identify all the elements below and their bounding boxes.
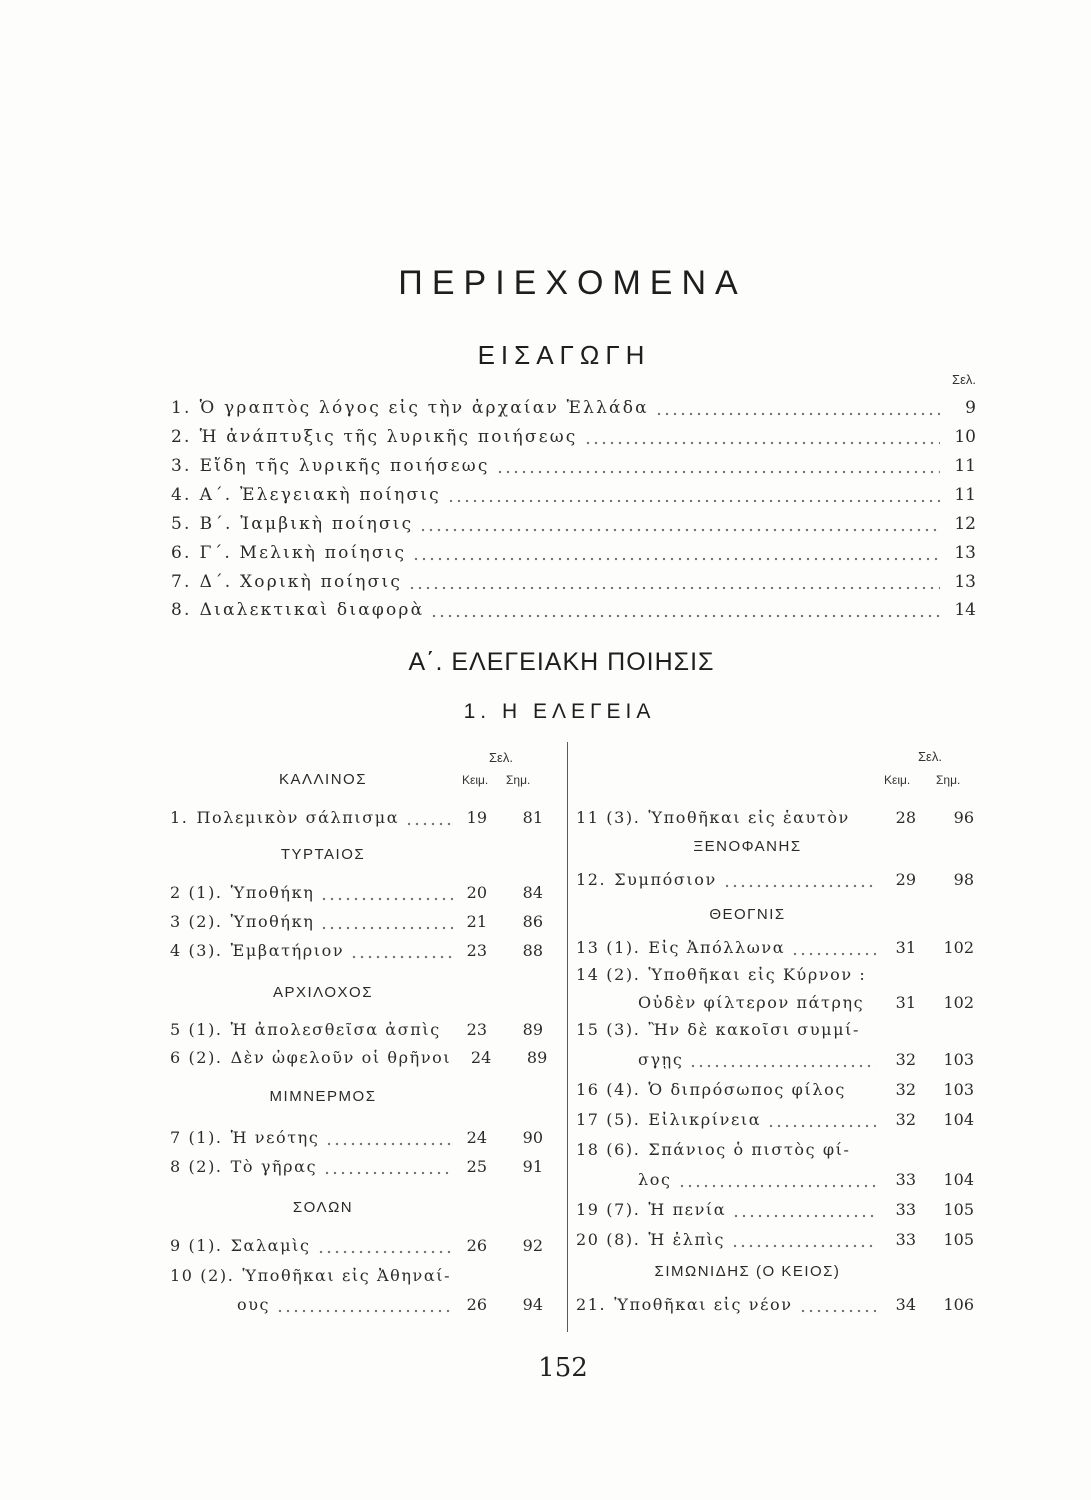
- entry-title: Σπάνιος ὁ πιστὸς φί-: [648, 1140, 851, 1159]
- entry-number: 7.: [171, 572, 192, 592]
- dot-leader: [732, 1197, 876, 1223]
- poem-entry: [170, 880, 543, 906]
- dot-leader: [870, 990, 876, 1016]
- text-page: 33: [895, 1230, 916, 1249]
- poem-entry-continuation: [576, 1047, 974, 1073]
- poem-entry: [170, 1154, 543, 1180]
- dot-leader: [317, 1233, 453, 1259]
- intro-entry: [171, 511, 976, 537]
- entry-number: 9 (1).: [170, 1236, 223, 1255]
- entry-title: Ὁ γραπτὸς λόγος εἰς τὴν ἀρχαίαν Ἑλλάδα: [199, 398, 649, 418]
- poem-entry: [576, 1197, 974, 1223]
- notes-page: 103: [943, 1080, 974, 1099]
- notes-page: 91: [522, 1157, 543, 1176]
- text-page: 33: [895, 1200, 916, 1219]
- entry-title: Δ΄. Χορικὴ ποίησις: [199, 572, 403, 592]
- dot-leader: [767, 1107, 876, 1133]
- entry-number: 4.: [171, 485, 192, 505]
- intro-entry: [171, 453, 976, 479]
- entry-number: 18 (6).: [576, 1140, 641, 1159]
- intro-entry: [171, 540, 976, 566]
- poem-entry-continuation: [576, 1167, 974, 1193]
- dot-leader: [350, 938, 453, 964]
- page-title: ΠΕΡΙΕΧΟΜΕΝΑ: [398, 264, 747, 302]
- entry-title: Ὑποθῆκαι εἰς ἑαυτὸν: [648, 808, 850, 827]
- entry-number: 5 (1).: [170, 1020, 223, 1039]
- poem-entry: [170, 1263, 543, 1289]
- entry-number: 4 (3).: [170, 941, 223, 960]
- text-page: 31: [895, 938, 916, 957]
- entry-number: 14 (2).: [576, 965, 641, 984]
- entry-title: Ὑποθήκη: [230, 883, 315, 902]
- notes-page: 106: [943, 1295, 974, 1314]
- notes-page: 89: [526, 1048, 548, 1067]
- entry-title: Εἰς Ἀπόλλωνα: [648, 938, 786, 957]
- notes-page: 94: [522, 1295, 543, 1314]
- text-page: 29: [895, 870, 916, 889]
- text-page: 26: [466, 1236, 487, 1255]
- entry-number: 5.: [171, 514, 192, 534]
- text-page: 32: [895, 1080, 916, 1099]
- entry-title: Ἐμβατήριον: [230, 941, 345, 960]
- notes-page: 89: [522, 1020, 543, 1039]
- entry-number: 1.: [170, 808, 189, 827]
- entry-number: 3.: [171, 456, 192, 476]
- dot-leader: [419, 511, 940, 537]
- notes-column-label: Σημ.: [506, 773, 531, 787]
- text-column-label: Κειμ.: [884, 773, 911, 787]
- entry-title-continuation: Οὐδὲν φίλτερον πάτρης: [638, 993, 865, 1012]
- dot-leader: [496, 453, 940, 479]
- author-heading: ΣΙΜΩΝΙΔΗΣ (Ο ΚΕΙΟΣ): [654, 1263, 841, 1280]
- entry-number: 2.: [171, 427, 192, 447]
- entry-page: 12: [954, 514, 976, 534]
- entry-page: 9: [965, 398, 976, 418]
- entry-title: Γ΄. Μελικὴ ποίησις: [199, 543, 407, 563]
- author-heading: ΑΡΧΙΛΟΧΟΣ: [273, 984, 373, 1001]
- entry-title-continuation: σγῃς: [638, 1050, 684, 1069]
- notes-page: 88: [522, 941, 543, 960]
- dot-leader: [584, 424, 940, 450]
- intro-entry: [171, 597, 976, 623]
- entry-title: Ἡ ἀνάπτυξις τῆς λυρικῆς ποιήσεως: [199, 427, 578, 447]
- poem-entry-continuation: [576, 990, 974, 1016]
- entry-number: 8 (2).: [170, 1157, 223, 1176]
- dot-leader: [320, 909, 453, 935]
- entry-title: Α΄. Ἐλεγειακὴ ποίησις: [199, 485, 441, 505]
- entry-number: 17 (5).: [576, 1110, 641, 1129]
- text-page: 24: [466, 1128, 487, 1147]
- entry-title: Εἰλικρίνεια: [648, 1110, 762, 1129]
- dot-leader: [447, 482, 940, 508]
- dot-leader: [405, 805, 453, 831]
- entry-title: Σαλαμὶς: [230, 1236, 311, 1255]
- dot-leader: [723, 867, 876, 893]
- text-page: 25: [466, 1157, 487, 1176]
- text-page: 28: [895, 808, 916, 827]
- entry-number: 1.: [171, 398, 192, 418]
- dot-leader: [852, 1077, 876, 1103]
- entry-number: 6.: [171, 543, 192, 563]
- entry-title: Εἴδη τῆς λυρικῆς ποιήσεως: [199, 456, 490, 476]
- notes-page: 90: [522, 1128, 543, 1147]
- dot-leader: [791, 935, 876, 961]
- poem-entry: [576, 1227, 974, 1253]
- entry-number: 19 (7).: [576, 1200, 641, 1219]
- dot-leader: [689, 1047, 876, 1073]
- entry-title: Τὸ γῆρας: [230, 1157, 318, 1176]
- dot-leader: [655, 395, 940, 421]
- entry-title: Ἡ πενία: [648, 1200, 727, 1219]
- notes-column-label: Σημ.: [936, 773, 961, 787]
- poem-entry: [576, 962, 974, 988]
- entry-title: Ὑποθῆκαι εἰς Ἀθηναί-: [242, 1266, 452, 1285]
- entry-title: Ἢν δὲ κακοῖσι συμμί-: [648, 1020, 861, 1039]
- entry-number: 8.: [171, 600, 192, 620]
- poem-entry: [576, 867, 974, 893]
- notes-page: 102: [943, 993, 974, 1012]
- entry-number: 16 (4).: [576, 1080, 641, 1099]
- poem-entry: [576, 805, 974, 831]
- entry-page: 14: [954, 600, 976, 620]
- entry-title-continuation: ους: [237, 1295, 271, 1314]
- entry-number: 13 (1).: [576, 938, 641, 957]
- entry-title: Ἡ νεότης: [230, 1128, 320, 1147]
- page-number: 152: [538, 1353, 588, 1383]
- text-page: 26: [466, 1295, 487, 1314]
- dot-leader: [678, 1167, 876, 1193]
- text-column-label: Κειμ.: [462, 773, 489, 787]
- notes-page: 102: [943, 938, 974, 957]
- page-column-label: Σελ.: [952, 372, 976, 387]
- entry-title: Συμπόσιον: [614, 870, 717, 889]
- notes-page: 103: [943, 1050, 974, 1069]
- intro-entry: [171, 424, 976, 450]
- notes-page: 96: [953, 808, 974, 827]
- poem-entry: [170, 1017, 543, 1043]
- dot-leader: [430, 597, 940, 623]
- dot-leader: [731, 1227, 876, 1253]
- entry-title: Ὑποθῆκαι εἰς νέον: [614, 1295, 793, 1314]
- notes-page: 105: [943, 1200, 974, 1219]
- entry-title: Ἡ ἐλπὶς: [648, 1230, 726, 1249]
- poem-entry: [576, 1107, 974, 1133]
- entry-page: 11: [954, 485, 976, 505]
- entry-number: 12.: [576, 870, 607, 889]
- notes-page: 104: [943, 1110, 974, 1129]
- poem-entry: [170, 1125, 543, 1151]
- intro-entry: [171, 482, 976, 508]
- author-heading: ΣΟΛΩΝ: [292, 1199, 354, 1216]
- text-page: 32: [895, 1110, 916, 1129]
- intro-heading: ΕΙΣΑΓΩΓΗ: [477, 340, 651, 370]
- poem-entry: [170, 1233, 543, 1259]
- poem-entry: [170, 1045, 548, 1071]
- page-column-label: Σελ.: [918, 749, 942, 764]
- entry-title: Ὑποθήκη: [230, 912, 315, 931]
- notes-page: 84: [522, 883, 543, 902]
- entry-number: 10 (2).: [170, 1266, 235, 1285]
- author-heading: ΚΑΛΛΙΝΟΣ: [279, 771, 367, 788]
- text-page: 23: [466, 1020, 487, 1039]
- text-page: 23: [466, 941, 487, 960]
- entry-page: 13: [954, 543, 976, 563]
- text-page: 24: [470, 1048, 492, 1067]
- entry-title: Ἡ ἀπολεσθεῖσα ἀσπὶς: [230, 1020, 441, 1039]
- notes-page: 98: [953, 870, 974, 889]
- dot-leader: [276, 1292, 453, 1318]
- intro-entry: [171, 569, 976, 595]
- dot-leader: [408, 569, 940, 595]
- section-subtitle: 1. Η ΕΛΕΓΕΙΑ: [463, 700, 656, 723]
- author-heading: ΤΥΡΤΑΙΟΣ: [280, 846, 366, 863]
- dot-leader: [856, 805, 876, 831]
- author-heading: ΞΕΝΟΦΑΝΗΣ: [693, 838, 802, 855]
- entry-title: Πολεμικὸν σάλπισμα: [196, 808, 400, 827]
- entry-number: 2 (1).: [170, 883, 223, 902]
- text-page: 32: [895, 1050, 916, 1069]
- poem-entry: [170, 909, 543, 935]
- entry-title: Ὁ διπρόσωπος φίλος: [648, 1080, 846, 1099]
- entry-number: 7 (1).: [170, 1128, 223, 1147]
- text-page: 19: [466, 808, 487, 827]
- notes-page: 105: [943, 1230, 974, 1249]
- poem-entry: [170, 938, 543, 964]
- entry-number: 21.: [576, 1295, 607, 1314]
- poem-entry: [576, 935, 974, 961]
- entry-title: Ὑποθῆκαι εἰς Κύρνον :: [648, 965, 867, 984]
- poem-entry: [576, 1077, 974, 1103]
- notes-page: 92: [522, 1236, 543, 1255]
- entry-title: Δὲν ὠφελοῦν οἱ θρῆνοι: [230, 1048, 452, 1067]
- text-page: 20: [466, 883, 487, 902]
- dot-leader: [447, 1017, 453, 1043]
- entry-title: Β΄. Ἰαμβικὴ ποίησις: [199, 514, 414, 534]
- entry-page: 13: [954, 572, 976, 592]
- author-heading: ΘΕΟΓΝΙΣ: [709, 906, 786, 923]
- notes-page: 104: [943, 1170, 974, 1189]
- notes-page: 81: [522, 808, 543, 827]
- notes-page: 86: [522, 912, 543, 931]
- text-page: 21: [466, 912, 487, 931]
- entry-title-continuation: λος: [638, 1170, 672, 1189]
- entry-page: 11: [954, 456, 976, 476]
- poem-entry: [170, 805, 543, 831]
- dot-leader: [320, 880, 453, 906]
- poem-entry-continuation: [170, 1292, 543, 1318]
- entry-number: 15 (3).: [576, 1020, 641, 1039]
- text-page: 33: [895, 1170, 916, 1189]
- dot-leader: [412, 540, 940, 566]
- entry-title: Διαλεκτικαὶ διαφορὰ: [199, 600, 425, 620]
- text-page: 31: [895, 993, 916, 1012]
- entry-number: 6 (2).: [170, 1048, 223, 1067]
- entry-page: 10: [954, 427, 976, 447]
- author-heading: ΜΙΜΝΕΡΜΟΣ: [269, 1088, 377, 1105]
- dot-leader: [325, 1125, 453, 1151]
- entry-number: 20 (8).: [576, 1230, 641, 1249]
- dot-leader: [323, 1154, 453, 1180]
- page-column-label: Σελ.: [489, 750, 513, 765]
- poem-entry: [576, 1017, 974, 1043]
- text-page: 34: [895, 1295, 916, 1314]
- intro-entry: [171, 395, 976, 421]
- poem-entry: [576, 1292, 974, 1318]
- section-title: Α΄. ΕΛΕΓΕΙΑΚΗ ΠΟΙΗΣΙΣ: [408, 648, 715, 676]
- poem-entry: [576, 1137, 974, 1163]
- dot-leader: [799, 1292, 876, 1318]
- column-divider: [567, 742, 568, 1332]
- entry-number: 3 (2).: [170, 912, 223, 931]
- entry-number: 11 (3).: [576, 808, 641, 827]
